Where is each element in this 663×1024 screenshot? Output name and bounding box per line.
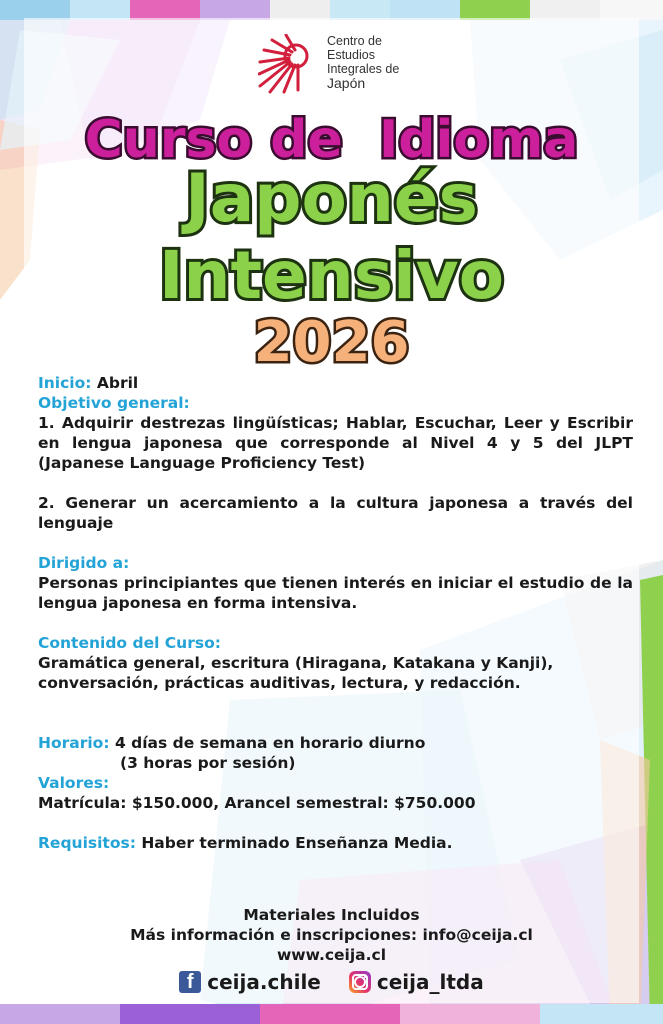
requirements-row xyxy=(38,833,633,853)
prices-label: Valores: xyxy=(38,774,110,792)
audience-text: Personas principiantes que tienen interés en iniciar el estudio de la lengua japonesa en forma intensiva. xyxy=(38,574,633,612)
materials-text: Materiales Incluidos xyxy=(243,906,420,924)
sunburst-icon xyxy=(258,34,322,94)
start-row xyxy=(38,373,633,393)
facebook-handle: ceija.chile xyxy=(207,970,321,994)
facebook-link[interactable] xyxy=(179,970,321,994)
objective-item-1: 1. Adquirir destrezas lingüísticas; Hablar, Escuchar, Leer y Escribir en lengua japonesa que corresponde al Nivel 4 y 5 del JLPT (Japanese Language Proficiency Test) xyxy=(38,414,633,472)
content-label: Contenido del Curso: xyxy=(38,634,221,652)
prices-text: Matrícula: $150.000, Arancel semestral: $750.000 xyxy=(38,794,476,812)
instagram-icon xyxy=(349,971,371,993)
schedule-row xyxy=(38,733,633,753)
schedule-value: 4 días de semana en horario diurno xyxy=(114,734,426,752)
logo-line-1: Centro de xyxy=(327,34,382,48)
website-link[interactable]: www.ceija.cl xyxy=(276,946,387,964)
objective-item-2: 2. Generar un acercamiento a la cultura japonesa a través del lenguaje xyxy=(38,494,633,532)
requirements-label: Requisitos: xyxy=(38,834,136,852)
contact-text: Más información e inscripciones: info@ceija.cl xyxy=(130,926,533,944)
title-japanese: Japonés xyxy=(185,160,478,237)
logo-line-2: Estudios xyxy=(327,48,375,62)
schedule-detail: (3 horas por sesión) xyxy=(120,754,296,772)
ceija-logo xyxy=(258,30,408,98)
logo-line-4: Japón xyxy=(327,75,366,91)
schedule-label: Horario: xyxy=(38,734,110,752)
instagram-handle: ceija_ltda xyxy=(376,970,484,994)
title-year: 2026 xyxy=(253,310,410,375)
social-links xyxy=(0,968,663,996)
audience-label: Dirigido a: xyxy=(38,554,130,572)
requirements-value: Haber terminado Enseñanza Media. xyxy=(141,834,453,852)
objective-label: Objetivo general: xyxy=(38,394,190,412)
start-value: Abril xyxy=(96,374,139,392)
start-label: Inicio: xyxy=(38,374,92,392)
title-intensive: Intensivo xyxy=(158,237,505,314)
title-course: Curso de Idioma xyxy=(84,110,579,170)
logo-line-3: Integrales de xyxy=(327,62,400,76)
content-text: Gramática general, escritura (Hiragana, Katakana y Kanji), conversación, prácticas auditivas, lectura, y redacción. xyxy=(38,654,554,692)
footer-info xyxy=(0,905,663,965)
instagram-link[interactable] xyxy=(349,970,484,994)
course-details xyxy=(38,373,633,853)
facebook-icon: f xyxy=(179,971,201,993)
